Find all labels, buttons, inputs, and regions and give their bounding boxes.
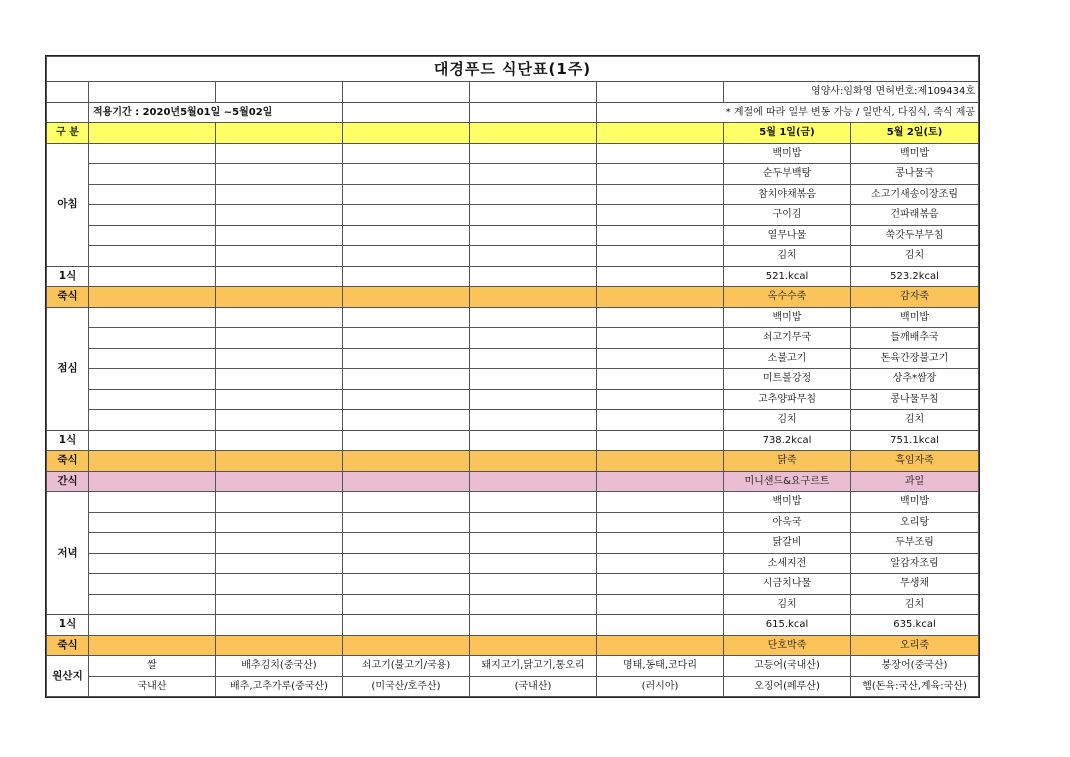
menu-item: 건파래볶음 bbox=[851, 205, 979, 226]
menu-item: 백미밥 bbox=[851, 143, 979, 164]
porridge-label: 죽식 bbox=[47, 635, 89, 656]
menu-item: 무생채 bbox=[851, 574, 979, 595]
menu-item: 김치 bbox=[724, 410, 851, 431]
menu-row bbox=[47, 328, 979, 349]
menu-row bbox=[47, 533, 979, 554]
kcal-label: 1식 bbox=[47, 430, 89, 451]
menu-item: 상추*쌈장 bbox=[851, 369, 979, 390]
menu-item: 참치야채볶음 bbox=[724, 184, 851, 205]
menu-row bbox=[47, 225, 979, 246]
menu-item: 소세지전 bbox=[724, 553, 851, 574]
menu-item: 시금치나물 bbox=[724, 574, 851, 595]
menu-item: 쑥갓두부무침 bbox=[851, 225, 979, 246]
menu-item: 김치 bbox=[851, 594, 979, 615]
kcal-row bbox=[47, 266, 979, 287]
porridge-item: 옥수수죽 bbox=[724, 287, 851, 308]
kcal-row bbox=[47, 430, 979, 451]
menu-item: 들깨배추국 bbox=[851, 328, 979, 349]
menu-row bbox=[47, 307, 979, 328]
menu-item: 구이김 bbox=[724, 205, 851, 226]
day-header: 5월 1일(금) bbox=[724, 123, 851, 144]
note: * 계절에 따라 일부 변동 가능 / 일반식, 다짐식, 죽식 제공 bbox=[597, 102, 979, 123]
kcal-value: 738.2kcal bbox=[724, 430, 851, 451]
snack-item: 과일 bbox=[851, 471, 979, 492]
meal-label: 점심 bbox=[47, 307, 89, 430]
menu-row bbox=[47, 553, 979, 574]
menu-item: 순두부백탕 bbox=[724, 164, 851, 185]
origin-item: 고등어(국내산) bbox=[724, 656, 851, 677]
porridge-item: 단호박죽 bbox=[724, 635, 851, 656]
page-title: 대경푸드 식단표(1주) bbox=[47, 57, 979, 82]
porridge-item: 닭죽 bbox=[724, 451, 851, 472]
porridge-row bbox=[47, 451, 979, 472]
menu-item: 백미밥 bbox=[724, 307, 851, 328]
origin-item: 배추,고추가루(중국산) bbox=[216, 676, 343, 697]
origin-row bbox=[47, 676, 979, 697]
kcal-value: 521.kcal bbox=[724, 266, 851, 287]
origin-item: (미국산/호주산) bbox=[343, 676, 470, 697]
menu-row bbox=[47, 164, 979, 185]
menu-item: 김치 bbox=[851, 410, 979, 431]
menu-row bbox=[47, 205, 979, 226]
origin-label: 원산지 bbox=[47, 656, 89, 697]
menu-row bbox=[47, 143, 979, 164]
porridge-label: 죽식 bbox=[47, 451, 89, 472]
menu-item: 백미밥 bbox=[851, 492, 979, 513]
porridge-item: 감자죽 bbox=[851, 287, 979, 308]
kcal-value: 751.1kcal bbox=[851, 430, 979, 451]
blank-cell bbox=[47, 82, 89, 103]
origin-item: (러시아) bbox=[597, 676, 724, 697]
snack-label: 간식 bbox=[47, 471, 89, 492]
menu-table bbox=[46, 56, 979, 697]
menu-row bbox=[47, 246, 979, 267]
menu-row bbox=[47, 492, 979, 513]
menu-item: 김치 bbox=[724, 594, 851, 615]
menu-row bbox=[47, 348, 979, 369]
origin-item: 햄(돈육:국산,계육:국산) bbox=[851, 676, 979, 697]
kcal-value: 615.kcal bbox=[724, 615, 851, 636]
origin-item: 쌀 bbox=[89, 656, 216, 677]
menu-item: 백미밥 bbox=[724, 143, 851, 164]
origin-item: 붕장어(중국산) bbox=[851, 656, 979, 677]
menu-item: 오리탕 bbox=[851, 512, 979, 533]
snack-row bbox=[47, 471, 979, 492]
menu-item: 열무나물 bbox=[724, 225, 851, 246]
menu-item: 콩나물무침 bbox=[851, 389, 979, 410]
kcal-value: 523.2kcal bbox=[851, 266, 979, 287]
menu-item: 고추양파무침 bbox=[724, 389, 851, 410]
snack-item: 미니샌드&요구르트 bbox=[724, 471, 851, 492]
menu-item: 백미밥 bbox=[851, 307, 979, 328]
menu-row bbox=[47, 512, 979, 533]
menu-item: 두부조림 bbox=[851, 533, 979, 554]
menu-row bbox=[47, 574, 979, 595]
menu-row bbox=[47, 389, 979, 410]
kcal-value: 635.kcal bbox=[851, 615, 979, 636]
menu-item: 아욱국 bbox=[724, 512, 851, 533]
menu-row bbox=[47, 410, 979, 431]
day-header: 5월 2일(토) bbox=[851, 123, 979, 144]
period: 적용기간 : 2020년5월01일 ~5월02일 bbox=[89, 102, 343, 123]
menu-item: 미트볼강정 bbox=[724, 369, 851, 390]
origin-item: 국내산 bbox=[89, 676, 216, 697]
origin-item: 돼지고기,닭고기,통오리 bbox=[470, 656, 597, 677]
menu-row bbox=[47, 369, 979, 390]
menu-row bbox=[47, 184, 979, 205]
porridge-item: 흑임자죽 bbox=[851, 451, 979, 472]
menu-item: 콩나물국 bbox=[851, 164, 979, 185]
meal-label: 저녁 bbox=[47, 492, 89, 615]
dietitian-info: 영양사:임화영 면허번호:제109434호 bbox=[724, 82, 979, 103]
meal-label: 아침 bbox=[47, 143, 89, 266]
menu-item: 닭갈비 bbox=[724, 533, 851, 554]
menu-item: 알감자조림 bbox=[851, 553, 979, 574]
menu-item: 김치 bbox=[724, 246, 851, 267]
origin-item: 명태,동태,코다리 bbox=[597, 656, 724, 677]
menu-item: 소불고기 bbox=[724, 348, 851, 369]
porridge-row bbox=[47, 287, 979, 308]
kcal-label: 1식 bbox=[47, 266, 89, 287]
origin-row bbox=[47, 656, 979, 677]
origin-item: 오징어(페루산) bbox=[724, 676, 851, 697]
porridge-label: 죽식 bbox=[47, 287, 89, 308]
menu-item: 백미밥 bbox=[724, 492, 851, 513]
porridge-item: 오리죽 bbox=[851, 635, 979, 656]
menu-item: 김치 bbox=[851, 246, 979, 267]
menu-sheet bbox=[45, 55, 980, 698]
header-label: 구 분 bbox=[47, 123, 89, 144]
origin-item: 배추김치(중국산) bbox=[216, 656, 343, 677]
menu-item: 소고기새송이장조림 bbox=[851, 184, 979, 205]
menu-row bbox=[47, 594, 979, 615]
menu-item: 돈육간장불고기 bbox=[851, 348, 979, 369]
menu-item: 쇠고기무국 bbox=[724, 328, 851, 349]
origin-item: (국내산) bbox=[470, 676, 597, 697]
origin-item: 쇠고기(불고기/국용) bbox=[343, 656, 470, 677]
kcal-row bbox=[47, 615, 979, 636]
porridge-row bbox=[47, 635, 979, 656]
kcal-label: 1식 bbox=[47, 615, 89, 636]
